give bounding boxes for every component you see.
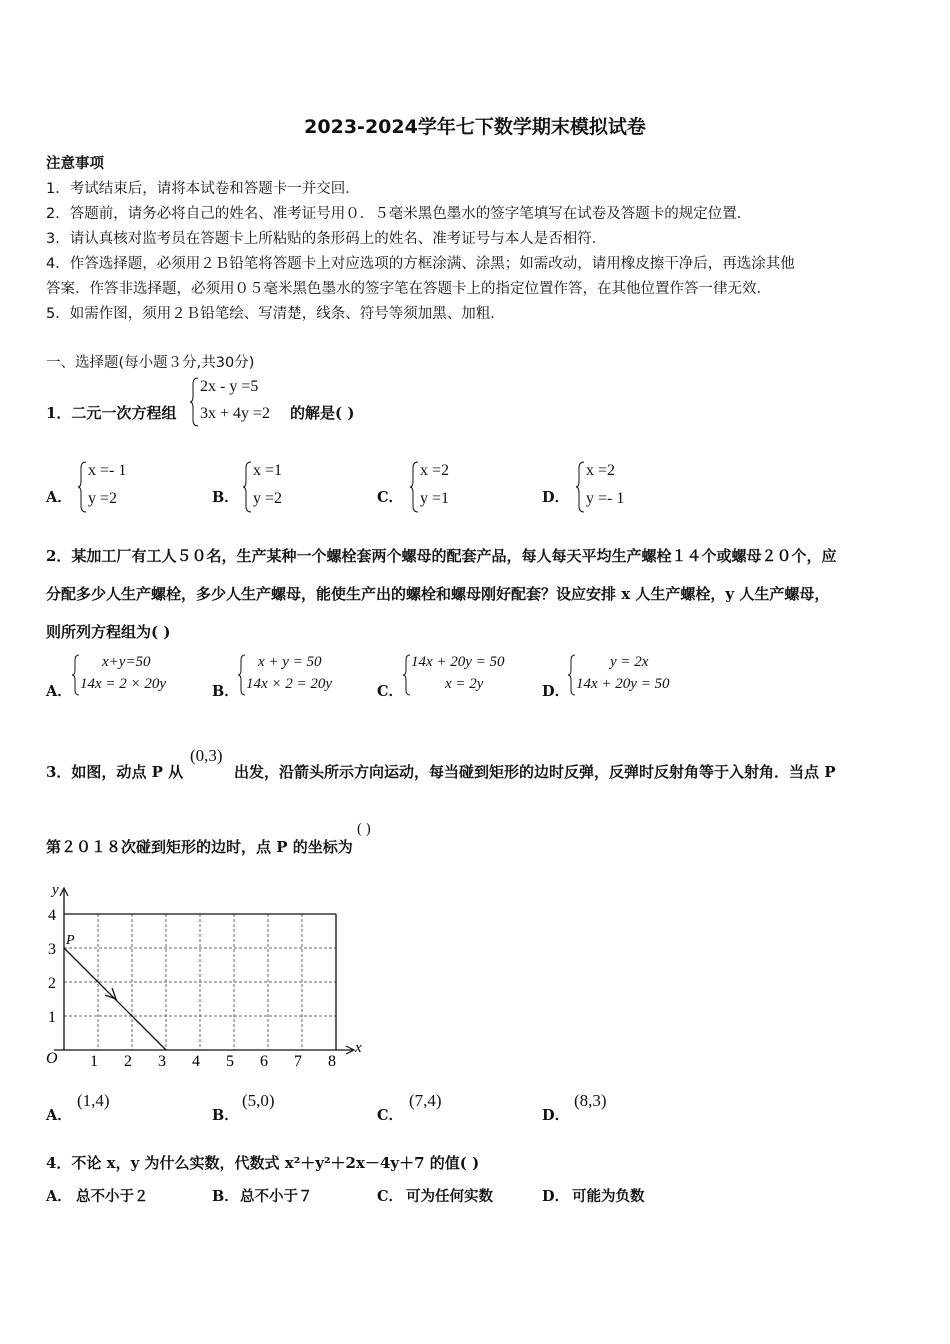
q3-option-c-label: C． <box>377 1107 404 1124</box>
option-line: 14x = 2 × 20y <box>80 676 167 692</box>
q1-eq2: 3x + 4y =2 <box>200 405 271 422</box>
option-line: y =1 <box>420 490 450 507</box>
option-line: 14x + 20y = 50 <box>576 676 670 692</box>
q3-option-b: (5,0) <box>242 1091 275 1110</box>
q3-option-b-label: B． <box>212 1107 239 1124</box>
grid <box>64 914 336 1050</box>
option-line: y =2 <box>88 490 118 507</box>
notice-item: 3．请认真核对监考员在答题卡上所粘贴的条形码上的姓名、准考证号与本人是否相符． <box>46 231 607 247</box>
brace-icon <box>72 653 80 697</box>
direction-arrow-icon <box>105 988 116 999</box>
q3-option-d: (8,3) <box>574 1091 607 1110</box>
q2-option-b <box>238 653 368 699</box>
x-tick: 3 <box>158 1053 166 1070</box>
q3-part1: 3．如图，动点 P 从 <box>46 763 184 781</box>
notice-item: 2．答题前，请务必将自己的姓名、准考证号用０．５毫米黑色墨水的签字笔填写在试卷及答题卡的规定位置． <box>46 206 752 222</box>
y-axis-label: y <box>52 882 59 898</box>
q2-option-a-label: A． <box>46 683 72 700</box>
option-line: y =- 1 <box>586 490 625 507</box>
q4-option-c: 可为任何实数 <box>406 1188 493 1205</box>
brace-icon <box>410 460 420 514</box>
option-line: x =2 <box>586 462 616 479</box>
q2-option-b-label: B． <box>212 683 239 700</box>
brace-icon <box>78 460 88 514</box>
q4-option-d: 可能为负数 <box>572 1188 645 1205</box>
q1-option-a <box>78 460 168 514</box>
q2-option-c-label: C． <box>377 683 404 700</box>
option-line: x =2 <box>420 462 450 479</box>
q3-paren: ( ) <box>357 821 371 837</box>
x-tick: 5 <box>226 1053 234 1070</box>
page-title: 2023-2024学年七下数学期末模拟试卷 <box>304 116 646 138</box>
brace-icon <box>238 653 246 697</box>
q2-line3: 则所列方程组为( ) <box>46 623 171 641</box>
q4-text: 4．不论 x，y 为什么实数，代数式 x²＋y²＋2x－4y＋7 的值( ) <box>46 1154 480 1172</box>
coordinate-figure <box>40 876 370 1071</box>
x-tick: 4 <box>192 1053 200 1070</box>
x-tick: 2 <box>124 1053 132 1070</box>
q2-line1: 2．某加工厂有工人５０名，生产某种一个螺栓套两个螺母的配套产品，每人每天平均生产螺栓１４个或螺母２０个，应 <box>46 547 837 565</box>
x-tick-labels <box>90 1053 336 1070</box>
q1-option-b <box>243 460 333 514</box>
q2-option-c <box>403 653 538 699</box>
q1-option-d <box>576 460 666 514</box>
x-axis-label: x <box>355 1040 362 1056</box>
q3-start-point: (0,3) <box>190 746 223 765</box>
q4-option-d-label: D． <box>542 1188 570 1205</box>
x-tick: 1 <box>90 1053 98 1070</box>
q2-option-d-label: D． <box>542 683 570 700</box>
y-tick: 3 <box>48 941 56 958</box>
x-tick: 7 <box>294 1053 302 1070</box>
q4-option-a-label: A． <box>46 1188 72 1205</box>
option-line: x =1 <box>253 462 283 479</box>
notice-item: 5．如需作图，须用２Ｂ铅笔绘、写清楚，线条、符号等须加黑、加粗． <box>46 306 505 322</box>
q2-option-a <box>72 653 202 699</box>
q3-option-a: (1,4) <box>77 1091 110 1110</box>
x-tick: 6 <box>260 1053 268 1070</box>
section-heading: 一、选择题(每小题３分,共30分) <box>46 355 255 371</box>
notice-heading: 注意事项 <box>46 156 104 172</box>
notice-item: 答案．作答非选择题，必须用０５毫米黑色墨水的签字笔在答题卡上的指定位置作答，在其他位置作答一律无效． <box>46 281 771 297</box>
q1-eq1: 2x - y =5 <box>200 378 259 395</box>
q1-option-c <box>410 460 500 514</box>
origin-label: O <box>46 1050 58 1067</box>
option-line: x =- 1 <box>88 462 127 479</box>
q1-suffix: 的解是( ) <box>290 404 355 422</box>
brace-icon <box>243 460 253 514</box>
option-line: 14x × 2 = 20y <box>246 676 333 692</box>
q3-option-a-label: A． <box>46 1107 72 1124</box>
brace-icon <box>190 376 200 428</box>
q4-option-c-label: C． <box>377 1188 404 1205</box>
option-line: x+y=50 <box>102 654 151 670</box>
point-label: P <box>66 933 75 948</box>
q1-option-c-label: C． <box>377 489 404 506</box>
y-tick-labels <box>48 907 56 1026</box>
q3-option-d-label: D． <box>542 1107 570 1124</box>
q4-option-a: 总不小于２ <box>76 1188 149 1205</box>
brace-icon <box>568 653 576 697</box>
q4-option-b-label: B． <box>212 1188 239 1205</box>
notice-item: 4．作答选择题，必须用２Ｂ铅笔将答题卡上对应选项的方框涂满、涂黑；如需改动，请用橡皮擦干净后，再选涂其他 <box>46 256 795 272</box>
option-line: y = 2x <box>610 654 649 670</box>
q1-option-a-label: A． <box>46 489 72 506</box>
q3-option-c: (7,4) <box>409 1091 442 1110</box>
x-tick: 8 <box>328 1053 336 1070</box>
q2-line2: 分配多少人生产螺栓，多少人生产螺母，能使生产出的螺栓和螺母刚好配套？设应安排 x 人生产螺栓，y 人生产螺母， <box>46 585 830 603</box>
option-line: x = 2y <box>445 676 484 692</box>
option-line: x + y = 50 <box>258 654 322 670</box>
option-line: 14x + 20y = 50 <box>411 654 505 670</box>
q2-option-d <box>568 653 703 699</box>
y-tick: 4 <box>48 907 56 924</box>
notice-item: 1．考试结束后，请将本试卷和答题卡一并交回． <box>46 181 360 197</box>
q3-line2: 第２０１８次碰到矩形的边时，点 P 的坐标为 <box>46 838 353 856</box>
brace-icon <box>403 653 411 697</box>
option-line: y =2 <box>253 490 283 507</box>
brace-icon <box>576 460 586 514</box>
y-tick: 1 <box>48 1009 56 1026</box>
q1-option-b-label: B． <box>212 489 239 506</box>
q1-prefix: 1．二元一次方程组 <box>46 404 177 422</box>
y-tick: 2 <box>48 975 56 992</box>
q1-option-d-label: D． <box>542 489 570 506</box>
q1-system <box>190 376 290 428</box>
q4-option-b: 总不小于７ <box>240 1188 313 1205</box>
q3-part2: 出发，沿箭头所示方向运动，每当碰到矩形的边时反弹，反弹时反射角等于入射角．当点 P <box>234 763 836 781</box>
